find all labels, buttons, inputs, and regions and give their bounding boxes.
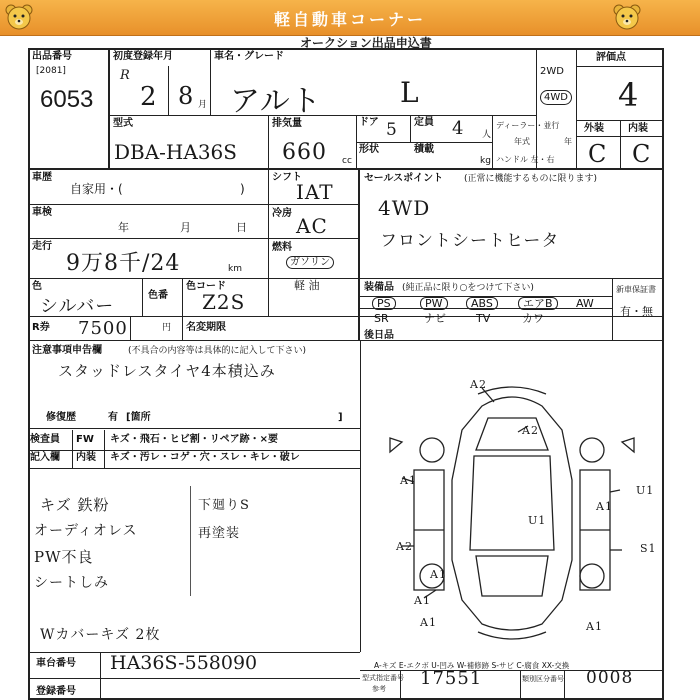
guarantee-label: 新車保証書 xyxy=(616,285,656,294)
equip-navi: ナビ xyxy=(424,312,446,325)
rating-ext: C xyxy=(588,140,608,168)
handle-label: ハンドル 左・右 xyxy=(496,155,555,164)
dealer-label: ディーラー・並行 xyxy=(496,121,560,130)
inspector-label: 検査員 xyxy=(30,434,60,445)
rating-int: C xyxy=(632,140,652,168)
lot-number: 6053 xyxy=(40,86,94,113)
bear-icon xyxy=(612,3,642,33)
drive-2wd: 2WD xyxy=(540,66,564,77)
displacement-unit: cc xyxy=(342,156,352,166)
remark-1: オーディオレス xyxy=(34,523,138,539)
seats-label: 定員 xyxy=(414,117,434,128)
repair-place: [箇所 xyxy=(126,412,151,423)
plate-label: 登録番号 xyxy=(36,686,76,697)
color-code: Z2S xyxy=(202,290,246,314)
form-subtitle: オークション出品申込書 xyxy=(300,36,432,50)
spec-label: 型式指定番号 xyxy=(362,674,404,682)
damage-mark: U1 xyxy=(528,514,547,527)
color-code-label2: 色コード xyxy=(186,281,226,292)
banner-title: 軽自動車コーナー xyxy=(273,10,426,29)
inspection-month: 月 xyxy=(180,221,191,234)
car-name-value: アルト xyxy=(230,84,322,119)
equip-sr: SR xyxy=(374,312,389,325)
car-name-label: 車名・グレード xyxy=(214,51,284,62)
equip-leather: カワ xyxy=(522,312,544,325)
doors-value: 5 xyxy=(386,120,398,140)
car-damage-diagram xyxy=(362,370,662,652)
fw-label: FW xyxy=(76,434,94,445)
inspection-year: 年 xyxy=(118,221,129,234)
remark-2: PW不良 xyxy=(34,548,94,566)
seats-value: 4 xyxy=(452,118,465,139)
sales-line2: フロントシートヒータ xyxy=(380,231,560,251)
notes-label: 注意事項申告欄 xyxy=(32,345,102,356)
color-code-label: 色番 xyxy=(148,290,168,301)
damage-mark: S1 xyxy=(640,542,657,555)
equipment-note: (純正品に限り○をつけて下さい) xyxy=(402,283,534,293)
rating-int-label: 内装 xyxy=(628,123,648,134)
spec-value: 17551 xyxy=(420,668,483,689)
remark-3: シートしみ xyxy=(34,575,109,591)
damage-mark: A2 xyxy=(522,424,539,437)
equip-airbag: エアB xyxy=(518,297,558,310)
type-value: DBA-HA36S xyxy=(114,140,237,164)
ac-label: 冷房 xyxy=(272,208,292,219)
fuel-diesel: 軽 油 xyxy=(294,279,320,292)
int-label: 内装 xyxy=(76,452,96,463)
registration-month: 8 xyxy=(178,82,195,110)
registration-month-unit: 月 xyxy=(198,100,208,110)
repair-close: ] xyxy=(338,412,343,423)
damage-mark: A1 xyxy=(596,500,613,513)
inspection-label: 車検 xyxy=(32,207,52,218)
int-items: キズ・汚レ・コゲ・穴・スレ・キレ・破レ xyxy=(110,452,300,463)
rating-score: 4 xyxy=(618,76,640,114)
repair-label: 修復歴 xyxy=(46,412,76,423)
damage-mark: A1 xyxy=(586,620,603,633)
shape-label: 形状 xyxy=(359,144,379,155)
drive-4wd: 4WD xyxy=(540,90,572,105)
remark-r1: 再塗装 xyxy=(198,526,241,541)
equip-abs: ABS xyxy=(466,297,498,310)
year-unit: 年 xyxy=(564,137,572,146)
usage-close: ) xyxy=(240,182,245,196)
equip-tv: TV xyxy=(476,312,491,325)
lot-label: 出品番号 xyxy=(32,51,72,62)
notes-text: スタッドレスタイヤ4本積込み xyxy=(58,362,276,380)
remark-4: Wカバーキズ 2枚 xyxy=(40,627,161,643)
extra-label: 後日品 xyxy=(364,330,394,341)
equip-aw: AW xyxy=(576,297,594,310)
shift-value: IAT xyxy=(296,180,334,204)
spec-value2: 0008 xyxy=(586,668,634,688)
spec-label2: 類別区分番号 xyxy=(522,675,564,683)
year-label: 年式 xyxy=(514,137,530,146)
equip-pw: PW xyxy=(420,297,448,310)
load-unit: kg xyxy=(480,156,491,166)
equipment-label: 装備品 xyxy=(364,282,394,293)
rating-ext-label: 外装 xyxy=(584,123,604,134)
registration-year: 2 xyxy=(140,82,158,112)
remark-r0: 下廻りS xyxy=(198,498,250,513)
damage-mark: A1 xyxy=(414,594,431,607)
damage-mark: A2 xyxy=(470,378,487,391)
fw-items: キズ・飛石・ヒビ割・リペア跡・×要 xyxy=(110,434,278,445)
usage-label: 車歴 xyxy=(32,172,52,183)
type-label: 型式 xyxy=(113,118,133,129)
displacement-value: 660 xyxy=(282,140,327,165)
sales-label: セールスポイント xyxy=(364,173,444,184)
damage-mark: A1 xyxy=(420,616,437,629)
repair-yes: 有 xyxy=(108,412,118,423)
chassis-value: HA36S-558090 xyxy=(110,652,258,674)
car-grade-value: L xyxy=(400,76,420,109)
remark-0: キズ 鉄粉 xyxy=(40,496,110,514)
notes-hint: (不具合の内容等は具体的に記入して下さい) xyxy=(128,346,307,356)
damage-mark: A2 xyxy=(396,540,413,553)
lot-sub: [2081] xyxy=(36,66,66,76)
damage-mark: A1 xyxy=(400,474,417,487)
name-change-label: 名変期限 xyxy=(186,322,226,333)
load-label: 積載 xyxy=(414,144,434,155)
ac-value: AC xyxy=(296,214,328,238)
damage-mark: U1 xyxy=(636,484,655,497)
mileage-label: 走行 xyxy=(32,241,52,252)
rating-label: 評価点 xyxy=(596,52,626,63)
usage-value: 自家用・( xyxy=(70,182,123,196)
sales-note: (正常に機能するものに限ります) xyxy=(464,174,598,184)
registration-label: 初度登録年月 xyxy=(113,51,173,62)
color-value: シルバー xyxy=(40,296,115,317)
shift-label: シフト xyxy=(272,172,302,183)
damage-mark: A1 xyxy=(430,568,447,581)
mileage-value: 9万8千/24 xyxy=(66,251,181,276)
entry-label: 記入欄 xyxy=(30,452,60,463)
displacement-label: 排気量 xyxy=(272,118,302,129)
registration-era: R xyxy=(120,68,131,83)
inspection-day: 日 xyxy=(236,221,247,234)
color-label: 色 xyxy=(32,281,42,292)
seats-unit: 人 xyxy=(482,130,492,140)
fuel-label: 燃料 xyxy=(272,242,292,253)
spec-sub: 参考 xyxy=(372,685,386,693)
recycle-label: R券 xyxy=(32,322,50,333)
recycle-value: 7500 xyxy=(78,318,128,339)
chassis-label: 車台番号 xyxy=(36,658,76,669)
guarantee-value: 有・無 xyxy=(620,305,653,318)
header-banner xyxy=(0,0,700,36)
doors-label: ドア xyxy=(359,117,379,128)
fuel-gas: ガソリン xyxy=(286,256,334,269)
equip-ps: PS xyxy=(372,297,396,310)
damage-legend: A-キズ E-エクボ U-凹み W-補修跡 S-サビ C-腐食 XX-交換 xyxy=(374,661,570,670)
mileage-unit: km xyxy=(228,264,242,274)
sales-line1: 4WD xyxy=(378,196,431,220)
recycle-unit: 円 xyxy=(162,323,172,333)
